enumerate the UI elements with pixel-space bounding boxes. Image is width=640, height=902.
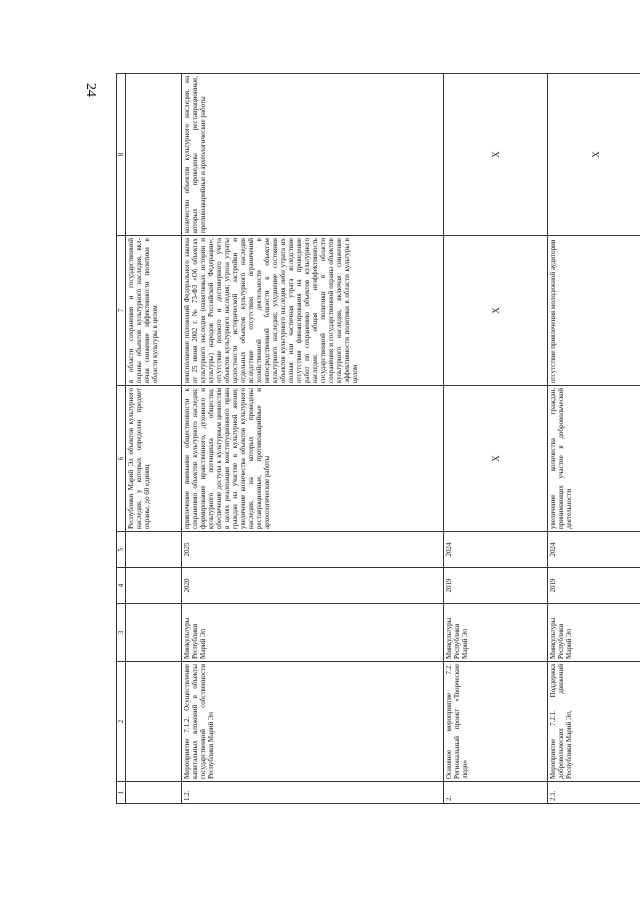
result-cell: Республики Марий Эл объектов культурного наследия, у которых определен предмет охраны, до 60 единиц xyxy=(126,386,182,532)
table-row xyxy=(548,74,640,804)
num-cell: 2. xyxy=(444,782,548,804)
executor-cell: Минкультуры Республики Марий Эл xyxy=(548,604,640,662)
end-cell xyxy=(126,532,182,568)
name-cell: Мероприятие 7.1.2. Осуществление капитальных вложений в объекты государственной собственности Республики Марий Эл xyxy=(182,662,444,782)
measures-table xyxy=(116,73,640,804)
result-cell: привлечение внимания общественности к сохранению объектов культурного наследия; формирование нравственного, духовного и культурного потенциала общества; обеспечение доступа к культурным ценностям в целях реализации конституционного права граждан на участие в культурной жизни; увеличение количества объектов культурного наследия, на которых проведены реставрационные, противоаварийные и археологические работы xyxy=(182,386,444,532)
column-number: 3 xyxy=(117,604,126,662)
end-cell: 2025 xyxy=(182,532,444,568)
column-number-row xyxy=(117,74,126,804)
executor-cell xyxy=(126,604,182,662)
name-cell: Основное мероприятие 7.2. Региональный проект «Творческие люди» xyxy=(444,662,548,782)
table-row xyxy=(182,74,444,804)
num-cell xyxy=(126,782,182,804)
end-cell: 2024 xyxy=(548,532,640,568)
end-cell: 2024 xyxy=(444,532,548,568)
column-number: 1 xyxy=(117,782,126,804)
column-number: 2 xyxy=(117,662,126,782)
start-cell xyxy=(126,568,182,604)
indicator-cell: Х xyxy=(548,74,640,236)
indicator-cell xyxy=(126,74,182,236)
table-row xyxy=(444,74,548,804)
start-cell: 2019 xyxy=(548,568,640,604)
name-cell xyxy=(126,662,182,782)
executor-cell: Минкультуры Республики Марий Эл xyxy=(444,604,548,662)
executor-cell: Минкультуры Республики Марий Эл xyxy=(182,604,444,662)
indicator-cell: количество объектов культурного наследия, на которых проведены реставрационные, противоаварийные и археологические работы xyxy=(182,74,444,236)
start-cell: 2020 xyxy=(182,568,444,604)
result-cell: Х xyxy=(444,386,548,532)
indicator-cell: Х xyxy=(444,74,548,236)
consequences-cell: неисполнение положений Федерального закона от 25 июня 2002 г. № 73-ФЗ «Об объектах культурного наследия (памятниках истории и культуры) народов Российской Федерации»; отсутствие полного и достоверного учета объектов культурного наследия; угроза утраты целостности исторической застройки и отдельных объектов культурного наследия вследствие отсутствия ограничений хозяйственной деятельности в непосредственной близости к объектам культурного наследия; ухудшение состояния объектов культурного наследия либо утрата их полная или частичная утрата вследствие отсутствия финансирования на проведение работ по сохранению объектов культурного наследия; общая неэффективность государственной политики в области сохранения и государственной охраны объектов культурного наследия, включая снижение эффективности политики в области культуры в целом xyxy=(182,236,444,386)
column-number: 7 xyxy=(117,236,126,386)
consequences-cell: Х xyxy=(444,236,548,386)
table-row-continuation xyxy=(126,74,182,804)
column-number: 8 xyxy=(117,74,126,236)
consequences-cell: в области сохранения и государственной охраны объектов культурного наследия, включая снижение эффективности политики в области культуры в целом xyxy=(126,236,182,386)
name-cell: Мероприятие 7.2.1. Поддержка добровольческих движений Республики Марий Эл, xyxy=(548,662,640,782)
column-number: 6 xyxy=(117,386,126,532)
column-number: 4 xyxy=(117,568,126,604)
page-number: 24 xyxy=(83,83,98,97)
consequences-cell: отсутствие привлечения молодежной аудитории xyxy=(548,236,640,386)
column-number: 5 xyxy=(117,532,126,568)
num-cell: 1.2. xyxy=(182,782,444,804)
rotated-table-container xyxy=(116,74,636,804)
num-cell: 2.1. xyxy=(548,782,640,804)
result-cell: увеличение количества граждан, принимающих участие в добровольческой деятельности xyxy=(548,386,640,532)
start-cell: 2019 xyxy=(444,568,548,604)
